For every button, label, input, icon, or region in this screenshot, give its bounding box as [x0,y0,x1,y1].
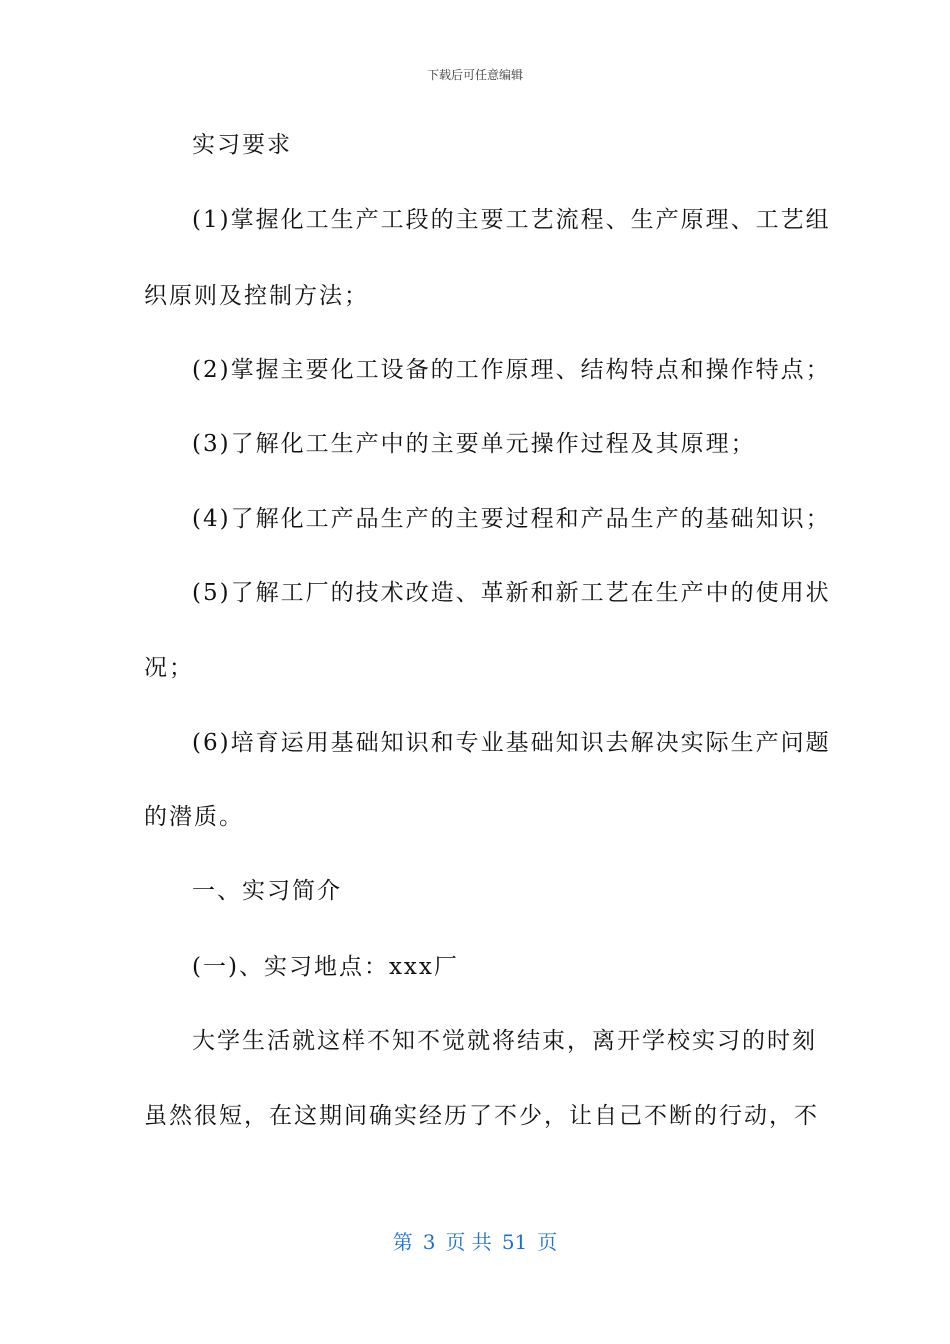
page-header: 下载后可任意编辑 [426,68,523,82]
requirement-6-line-1: (6)培育运用基础知识和专业基础知识去解决实际生产问题 [192,730,831,756]
footer-total-pages: 51 [501,1230,528,1254]
paragraph-line-1: 大学生活就这样不知不觉就将结束，离开学校实习的时刻 [192,1028,817,1054]
requirement-5-line-2: 况； [144,655,194,681]
requirement-1-line-2: 织原则及控制方法； [144,283,369,309]
footer-page-number: 3 [422,1230,436,1254]
requirement-5-line-1: (5)了解工厂的技术改造、革新和新工艺在生产中的使用状 [192,580,831,606]
requirement-6-line-2: 的潜质。 [144,804,244,830]
requirement-4: (4)了解化工产品生产的主要过程和产品生产的基础知识； [192,506,831,532]
requirement-1-line-1: (1)掌握化工生产工段的主要工艺流程、生产原理、工艺组 [192,207,831,233]
requirement-3: (3)了解化工生产中的主要单元操作过程及其原理； [192,431,756,457]
internship-location: (一)、实习地点：xxx厂 [192,954,459,980]
footer-prefix: 第 [392,1230,413,1254]
heading-internship-requirements: 实习要求 [192,132,292,158]
requirement-2: (2)掌握主要化工设备的工作原理、结构特点和操作特点； [192,357,831,383]
page-footer [0,1226,950,1255]
footer-suffix: 页 [537,1230,558,1254]
paragraph-line-2: 虽然很短，在这期间确实经历了不少，让自己不断的行动，不 [144,1103,819,1129]
footer-middle: 页 共 [445,1230,492,1254]
section-heading-overview: 一、实习简介 [192,878,342,904]
